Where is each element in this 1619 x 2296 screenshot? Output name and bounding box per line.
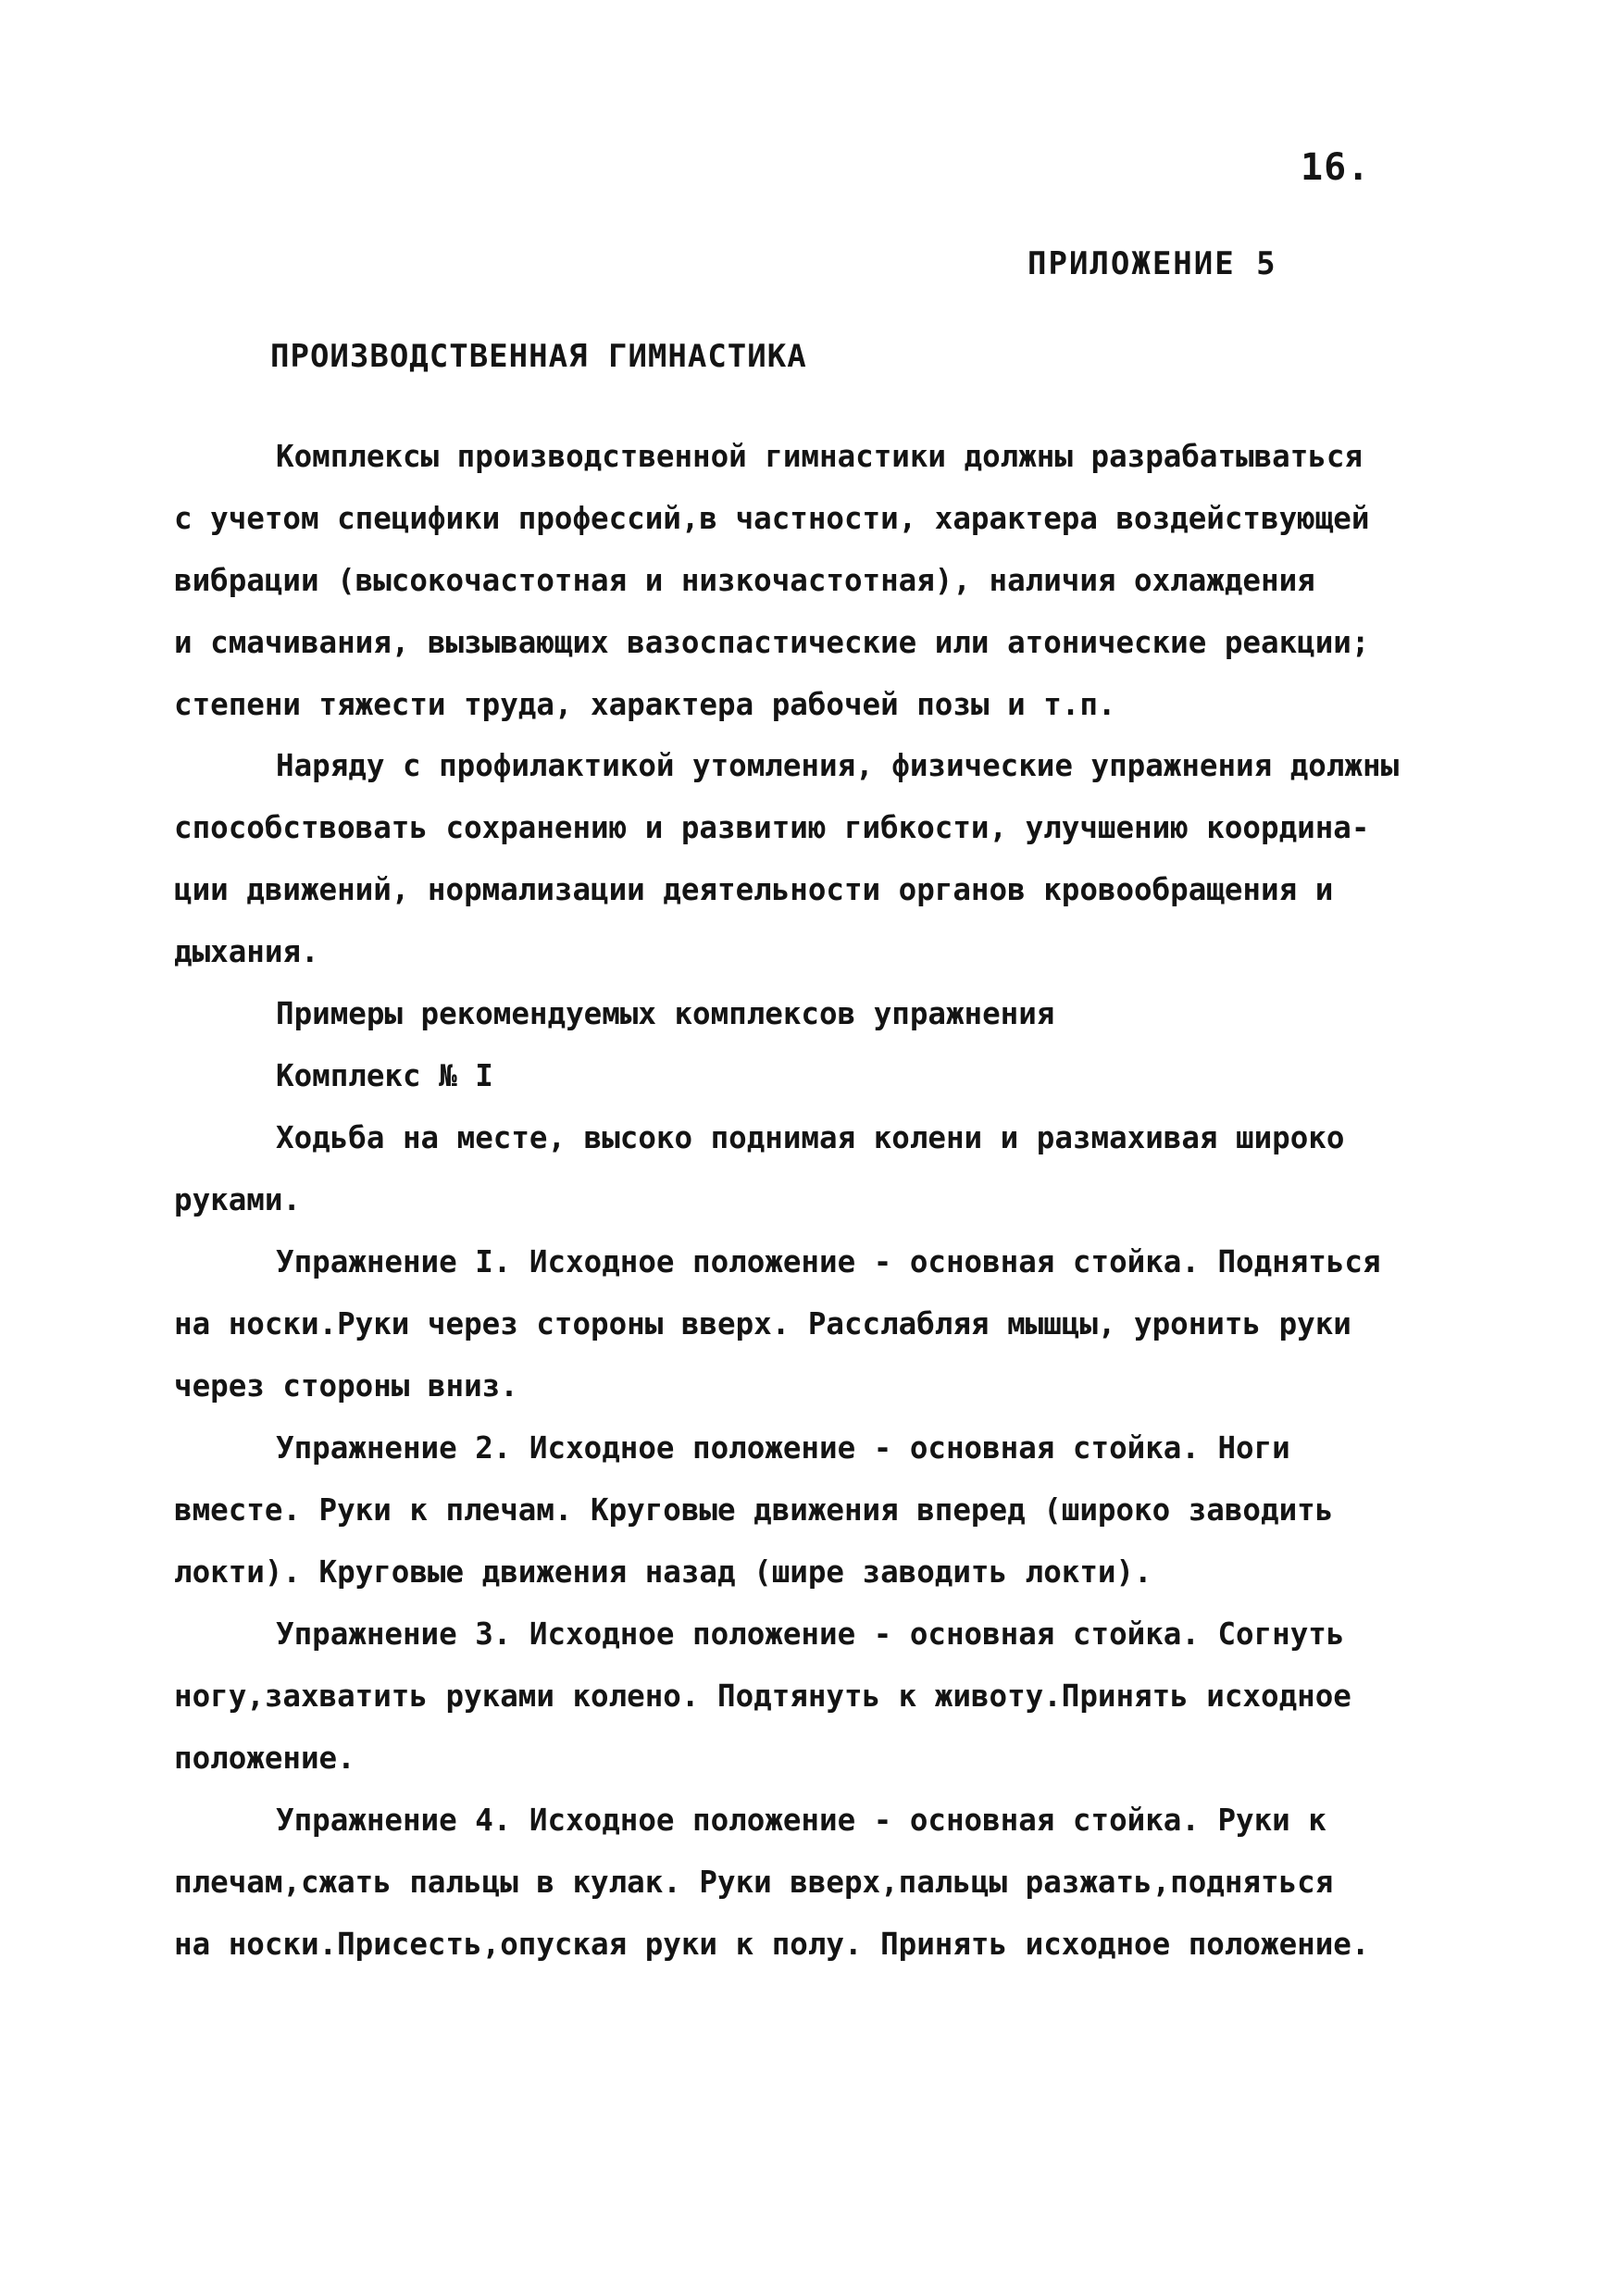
paragraph-line: Ходьба на месте, высоко поднимая колени и размахивая широко — [276, 1120, 1345, 1155]
paragraph-line: Упражнение 3. Исходное положение - основная стойка. Согнуть — [276, 1616, 1345, 1652]
paragraph-line: вместе. Руки к плечам. Круговые движения вперед (широко заводить — [174, 1492, 1334, 1528]
paragraph-line: Примеры рекомендуемых комплексов упражнения — [276, 996, 1055, 1031]
appendix-label: ПРИЛОЖЕНИЕ 5 — [1027, 245, 1277, 282]
exercise-2 — [174, 1417, 1470, 1603]
paragraph-line: плечам,сжать пальцы в кулак. Руки вверх,пальцы разжать,подняться — [174, 1865, 1334, 1900]
paragraph-line: Упражнение 4. Исходное положение - основная стойка. Руки к — [276, 1803, 1326, 1838]
paragraph-line: с учетом специфики профессий,в частности, характера воздействующей — [174, 501, 1370, 536]
paragraph-line: Комплексы производственной гимнастики должны разрабатываться — [276, 439, 1363, 474]
page-number: 16. — [1301, 146, 1371, 189]
paragraph-line: на носки.Руки через стороны вверх. Расслабляя мышцы, уронить руки — [174, 1306, 1351, 1341]
paragraph-line: Упражнение 2. Исходное положение - основная стойка. Ноги — [276, 1430, 1290, 1466]
paragraph-line: способствовать сохранению и развитию гибкости, улучшению координа- — [174, 810, 1370, 845]
paragraph-line: ции движений, нормализации деятельности органов кровообращения и — [174, 872, 1334, 907]
paragraph-line: на носки.Присесть,опуская руки к полу. Принять исходное положение. — [174, 1927, 1370, 1962]
paragraph-prevention — [174, 735, 1470, 983]
paragraph-line: Наряду с профилактикой утомления, физические упражнения должны — [276, 748, 1400, 783]
paragraph-walking — [174, 1107, 1470, 1231]
paragraph-line: степени тяжести труда, характера рабочей позы и т.п. — [174, 687, 1116, 722]
paragraph-line: и смачивания, вызывающих вазоспастические или атонические реакции; — [174, 625, 1370, 660]
paragraph-intro — [174, 426, 1470, 736]
complex-label — [174, 1045, 1470, 1107]
examples-heading — [174, 983, 1470, 1045]
paragraph-line: локти). Круговые движения назад (шире заводить локти). — [174, 1554, 1152, 1590]
paragraph-line: Упражнение I. Исходное положение - основная стойка. Подняться — [276, 1244, 1381, 1279]
paragraph-line: руками. — [174, 1182, 301, 1217]
exercise-3 — [174, 1603, 1470, 1790]
paragraph-line: дыхания. — [174, 934, 319, 969]
exercise-1 — [174, 1231, 1470, 1417]
paragraph-line: Комплекс № I — [276, 1058, 493, 1093]
paragraph-line: положение. — [174, 1741, 355, 1776]
paragraph-line: вибрации (высокочастотная и низкочастотная), наличия охлаждения — [174, 563, 1315, 598]
paragraph-line: через стороны вниз. — [174, 1368, 518, 1404]
document-title: ПРОИЗВОДСТВЕННАЯ ГИМНАСТИКА — [270, 338, 807, 375]
exercise-4 — [174, 1790, 1470, 1976]
paragraph-line: ногу,захватить руками колено. Подтянуть к животу.Принять исходное — [174, 1678, 1351, 1714]
